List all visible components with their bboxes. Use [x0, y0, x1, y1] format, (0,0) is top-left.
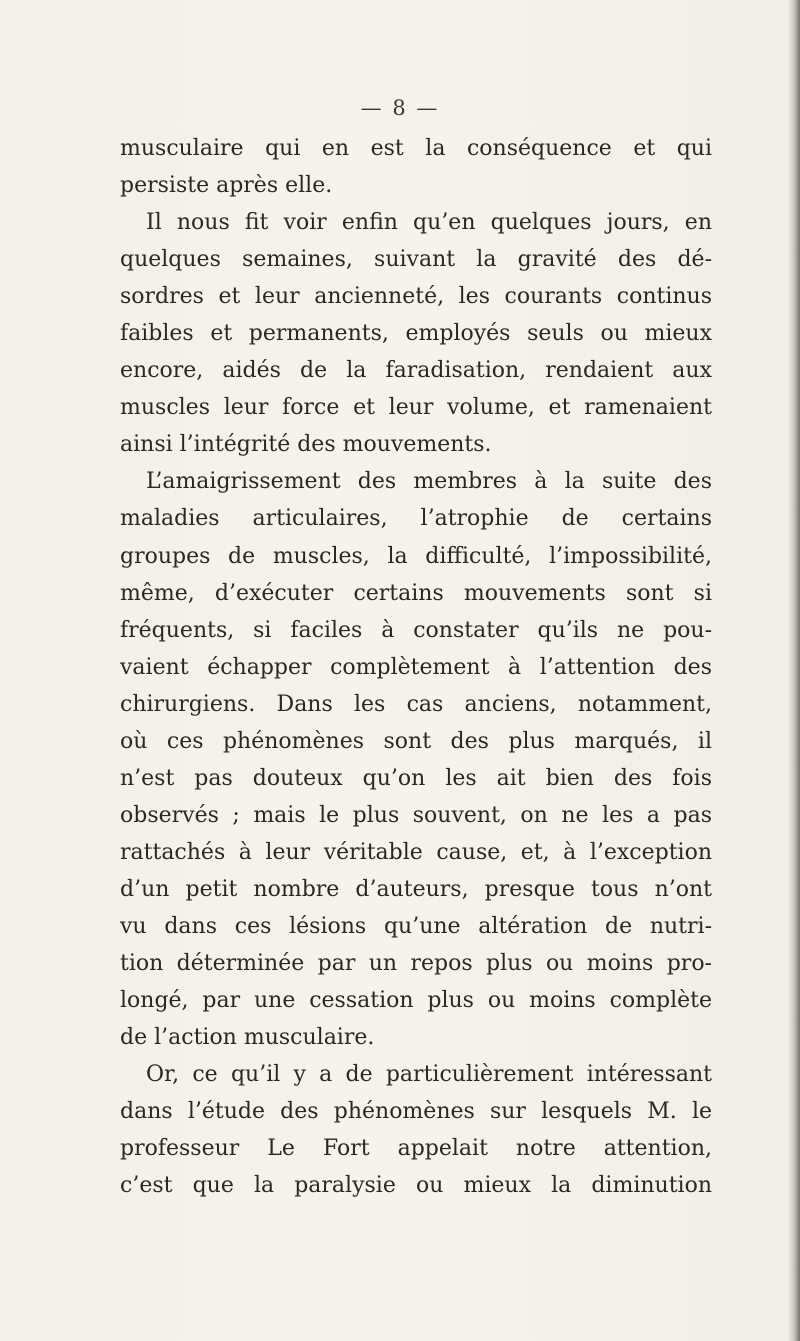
- text-line: faibles et permanents, employés seuls ou mieux: [120, 321, 712, 347]
- text-line: fréquents, si faciles à constater qu’ils ne pou-: [120, 617, 712, 643]
- text-line: d’un petit nombre d’auteurs, presque tous n’ont: [120, 876, 712, 902]
- text-line: professeur Le Fort appelait notre attention,: [120, 1136, 712, 1162]
- page-number: — 8 —: [360, 96, 440, 120]
- text-line: L’amaigrissement des membres à la suite des: [146, 469, 712, 495]
- text-line: persiste après elle.: [120, 173, 333, 199]
- text-line: rattachés à leur véritable cause, et, à l’exception: [120, 839, 712, 865]
- text-line: quelques semaines, suivant la gravité des dé-: [120, 247, 712, 273]
- text-line: n’est pas douteux qu’on les ait bien des fois: [120, 765, 712, 791]
- text-line: Or, ce qu’il y a de particulièrement intéressant: [146, 1062, 712, 1088]
- text-line: chirurgiens. Dans les cas anciens, notamment,: [120, 691, 712, 717]
- text-line: c’est que la paralysie ou mieux la diminution: [120, 1173, 712, 1199]
- text-line: de l’action musculaire.: [120, 1025, 375, 1051]
- text-line: sordres et leur ancienneté, les courants continus: [120, 284, 712, 310]
- text-line: ainsi l’intégrité des mouvements.: [120, 432, 492, 458]
- text-line: musculaire qui en est la conséquence et qui: [120, 136, 712, 161]
- text-line: encore, aidés de la faradisation, rendaient aux: [120, 358, 712, 384]
- text-line: vaient échapper complètement à l’attention des: [120, 654, 712, 680]
- text-line: vu dans ces lésions qu’une altération de nutri-: [120, 913, 712, 939]
- text-line: où ces phénomènes sont des plus marqués, il: [120, 728, 712, 754]
- text-line: tion déterminée par un repos plus ou moins pro-: [120, 951, 712, 977]
- text-line: observés ; mais le plus souvent, on ne les a pas: [120, 802, 712, 828]
- text-line: dans l’étude des phénomènes sur lesquels M. le: [120, 1099, 712, 1125]
- text-line: muscles leur force et leur volume, et ramenaient: [120, 395, 712, 421]
- body-text: [120, 130, 712, 1204]
- page-edge-shadow: [788, 0, 800, 1341]
- text-line: groupes de muscles, la difficulté, l’impossibilité,: [120, 543, 712, 569]
- text-line: maladies articulaires, l’atrophie de certains: [120, 506, 712, 532]
- text-line: même, d’exécuter certains mouvements sont si: [120, 580, 712, 606]
- text-line: longé, par une cessation plus ou moins complète: [120, 988, 712, 1014]
- text-line: Il nous fit voir enfin qu’en quelques jours, en: [146, 210, 712, 236]
